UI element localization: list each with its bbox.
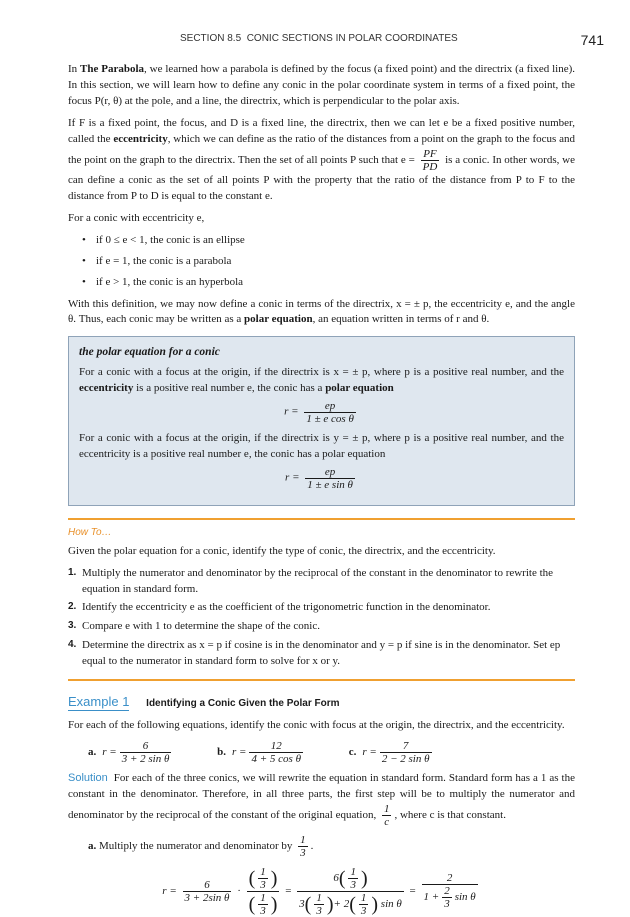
equals-sign: = (409, 884, 416, 897)
step-item (68, 566, 575, 598)
fraction-one-third (348, 866, 358, 891)
part-label: b. (217, 746, 227, 759)
equation-fraction (120, 740, 172, 765)
fraction-one-third (314, 892, 324, 917)
fraction-multiplier (247, 866, 280, 917)
step-item (68, 619, 575, 635)
step-number: 1. (68, 566, 77, 578)
step-text: Determine the directrix as x = p if cosine is in the denominator and y = p if sine is in the denominator. Set ep equal to the numerator in standard form to solve for x or y. (82, 639, 561, 668)
text: For each of the three conics, we will rewrite the equation in standard form. Standard form has a 1 as the constant in the denominator. Therefore, in all three parts, the first step will be to multiply the numerator and denominator by the reciprocal of the constant of the original equation, (68, 772, 575, 822)
denominator: 3 (300, 847, 306, 860)
step-text: Identify the eccentricity e as the coefficient of the trigonometric function in the denominator. (82, 601, 491, 614)
denominator: 3 (444, 898, 450, 911)
denominator: 3 (260, 904, 266, 917)
box-case-1 (79, 365, 564, 397)
term-polar-equation: polar equation (244, 313, 313, 326)
eccentricity-list (86, 233, 575, 291)
numerator: 1 (350, 865, 356, 878)
equation-lhs: r = (285, 471, 300, 484)
how-to-steps (68, 566, 575, 671)
example-title: Identifying a Conic Given the Polar Form (146, 698, 340, 710)
example-heading (68, 693, 575, 712)
text: , which we can define as the ratio of the distances from a point on the graph to the focus and the point on the graph to the directrix. Then the set of all points P such that e = (68, 132, 576, 166)
section-title (180, 32, 458, 47)
denominator: 3 (350, 878, 356, 891)
denominator: PD (422, 160, 438, 173)
page-body (68, 62, 575, 917)
numerator: 2 (422, 872, 478, 885)
denominator: 1 ± e sin θ (307, 479, 353, 492)
denominator: 3 (260, 878, 266, 891)
numerator: ep (305, 466, 355, 479)
numerator: 1 (260, 891, 266, 904)
numerator: 12 (249, 740, 303, 753)
equation-lhs: r = (232, 746, 247, 759)
example-label: Example 1 (68, 694, 130, 710)
section-name: CONIC SECTIONS IN POLAR COORDINATES (246, 33, 458, 44)
term: sin θ (454, 891, 476, 904)
numerator: 6( $\frac{1}{3}$ ) (297, 866, 404, 892)
coefficient: 6 (333, 871, 339, 884)
equation-fraction (304, 400, 356, 425)
fraction-1-over-c (382, 803, 392, 828)
text: With this definition, we may now define a conic in terms of the directrix, x = ± p, the eccentricity e, and the angle θ. Thus, each conic may be written as a (68, 297, 575, 326)
text: For a conic with a focus at the origin, if the directrix is x = ± p, where p is a positive real number, and the (79, 366, 564, 379)
denominator: 4 + 5 cos θ (251, 753, 301, 766)
part-a-instruction: a. Multiply the numerator and denominator by $\frac{1}{3}$ . (88, 834, 314, 860)
term: 1 + (423, 891, 440, 904)
term: sin θ (380, 897, 402, 910)
numerator: 1 (360, 891, 367, 904)
fraction-pf-pd (421, 148, 440, 173)
fraction-one-third (298, 834, 308, 859)
equation-sin (79, 466, 564, 491)
worked-equation (68, 866, 575, 917)
step-number: 4. (68, 639, 77, 651)
denominator: ( $\frac{1}{3}$ ) (248, 891, 278, 917)
text: If F is a fixed point, the focus, and D is a fixed line, the directrix, then we can let e be a fixed positive number, called the (68, 116, 575, 145)
intro-paragraph-2 (68, 116, 575, 205)
equation-fraction (380, 740, 432, 765)
part-label: a. (88, 840, 97, 853)
numerator: 2 (444, 885, 450, 898)
section-number: SECTION 8.5 (180, 33, 242, 44)
fraction-one-third (359, 892, 369, 917)
denominator: 3 (316, 904, 322, 917)
example-prompt: For each of the following equations, identify the conic with focus at the origin, the directrix, and the eccentricity. (68, 719, 565, 732)
intro-paragraph-3: For a conic with eccentricity e, (68, 211, 205, 224)
denominator: 2 − 2 sin θ (381, 753, 430, 766)
term-polar-equation: polar equation (325, 381, 394, 394)
equation-fraction (305, 466, 355, 491)
numerator: ep (304, 400, 356, 413)
denominator: 3 + 2 sin θ (121, 753, 170, 766)
step-text: Multiply the numerator and denominator by the reciprocal of the constant in the denominator to rewrite the equation in standard form. (82, 566, 554, 595)
example-part-c (349, 740, 435, 765)
step-item (68, 638, 575, 670)
numerator: 7 (380, 740, 432, 753)
text: , where c is that constant. (394, 809, 506, 822)
equals-sign: = (285, 884, 292, 897)
numerator: 6 (183, 879, 232, 892)
box-case-2: For a conic with a focus at the origin, if the directrix is y = ± p, where p is a positive real number, and the eccentricity is a positive real number e, the conic has a polar equation (79, 432, 564, 461)
definition-box (68, 336, 575, 506)
example-parts (88, 740, 575, 765)
example-part-a (88, 740, 174, 765)
step-item (68, 600, 575, 616)
denominator: c (384, 816, 390, 829)
list-item: • if e = 1, the conic is a parabola (86, 254, 575, 270)
numerator: ( $\frac{1}{3}$ ) (248, 865, 278, 891)
step-number: 2. (68, 601, 77, 613)
denominator: 3 + 2sin θ (184, 891, 230, 904)
denominator: 3 (360, 904, 367, 917)
example-part-b (217, 740, 306, 765)
term: + 2 (333, 897, 350, 910)
box-title: the polar equation for a conic (79, 346, 220, 359)
link-the-parabola[interactable]: The Parabola (80, 63, 145, 75)
intro-paragraph-4 (68, 297, 575, 329)
fraction-one-third (258, 866, 268, 891)
numerator: 1 (300, 834, 306, 847)
equation-lhs: r = (362, 746, 377, 759)
how-to-section (68, 518, 575, 681)
part-label: a. (88, 746, 97, 759)
fraction-result (422, 872, 478, 910)
how-to-label: How To… (68, 527, 112, 539)
equation-lhs: r = (284, 405, 299, 418)
fraction-intermediate (297, 866, 404, 917)
fraction-one-third (258, 892, 268, 917)
text: is a conic. In other words, we can define a conic as the set of all points P with the property that the ratio of the distance from P to F to the distance from P to D is equal to the constant e. (68, 153, 575, 202)
term-eccentricity: eccentricity (113, 132, 168, 145)
numerator: 1 (316, 891, 322, 904)
page-number: 741 (580, 32, 604, 48)
text: is a positive real number e, the conic has a (133, 381, 326, 394)
numerator: 6 (120, 740, 172, 753)
denominator: 1 ± e cos θ (306, 413, 354, 426)
equation-lhs: r = (162, 884, 177, 897)
equation-cos (79, 400, 564, 425)
multiply-dot: · (237, 884, 241, 897)
list-item: • if e > 1, the conic is an hyperbola (86, 275, 575, 291)
numerator: 1 (260, 865, 266, 878)
solution-paragraph (68, 771, 575, 828)
intro-paragraph-1 (68, 62, 575, 110)
list-item: • if 0 ≤ e < 1, the conic is an ellipse (86, 233, 575, 249)
equation-lhs: r = (102, 746, 117, 759)
numerator: PF (421, 148, 440, 161)
denominator (422, 885, 478, 910)
text: In (68, 63, 81, 75)
page-header (0, 30, 630, 50)
equation-fraction (249, 740, 303, 765)
text: , an equation written in terms of r and θ. (312, 313, 490, 326)
part-label: c. (348, 746, 357, 759)
step-number: 3. (68, 620, 77, 632)
text: , we learned how a parabola is defined by the focus (a fixed point) and the directrix (a fixed line). In this section, we will learn how to define any conic in the polar coordinate system in terms of a fixed point, the focus P(r, θ) at the pole, and a line, the directrix, which is perpendicular to the polar axis. (68, 63, 575, 107)
numerator: 1 (383, 803, 390, 816)
solution-label: Solution (68, 772, 108, 785)
text: Multiply the numerator and denominator by (99, 840, 296, 853)
coefficient: 3 (299, 897, 305, 910)
term-eccentricity: eccentricity (79, 381, 134, 394)
denominator: 3( $\frac{1}{3}$ )+ 2( $\frac{1}{3}$ ) sin θ (299, 891, 402, 917)
fraction-original (183, 879, 232, 904)
how-to-lead: Given the polar equation for a conic, identify the type of conic, the directrix, and the eccentricity. (68, 544, 496, 557)
step-text: Compare e with 1 to determine the shape of the conic. (82, 620, 320, 633)
fraction-two-thirds (442, 885, 452, 910)
